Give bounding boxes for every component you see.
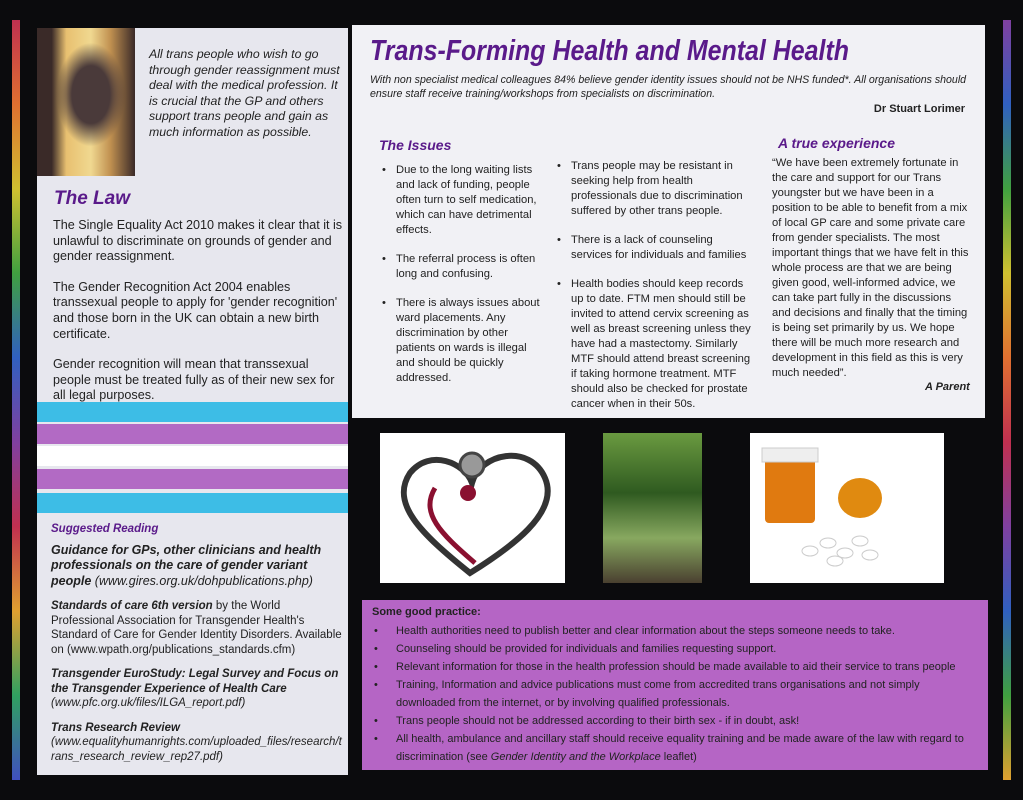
experience-heading: A true experience [778,135,895,151]
stethoscope-heart-image [380,433,565,583]
suggested-reading [51,522,343,774]
list-item: • There is always issues about ward placements. Any discrimination by other patients on wards is illegal and should be quickly addressed. [380,296,545,386]
law-paragraph: The Gender Recognition Act 2004 enables transsexual people to apply for 'gender recognition' and those born in the UK can obtain a new birth certificate. [53,279,338,341]
list-item: • Counseling should be provided for individuals and families requesting support. [372,640,978,658]
forest-path-image [603,433,702,583]
main-panel [352,25,985,418]
item-text: leaflet) [660,751,697,763]
reading-item [51,599,343,657]
leaflet-title: Gender Identity and the Workplace [490,751,661,763]
reading-item [51,721,343,765]
issues-list [380,163,545,400]
author: Dr Stuart Lorimer [873,103,965,115]
rainbow-border-right [1003,20,1011,780]
law-paragraph: Gender recognition will mean that transsexual people must be treated fully as of their new sex for all legal purposes. [53,357,335,403]
reading-title: Transgender EuroStudy: Legal Survey and Focus on the Transgender Experience of Health Care [51,668,339,695]
subtitle: With non specialist medical colleagues 84% believe gender identity issues should not be NHS funded*. All organisations should ensure staff receive training/workshops from specialists on discrimination. [370,74,967,100]
silhouette-photo [37,28,135,176]
law-heading: The Law [54,188,131,209]
flag-stripe [37,402,348,422]
flag-stripe [37,446,348,466]
reading-url: (www.gires.org.uk/dohpublications.php) [94,573,313,588]
reading-title: Standards of care 6th version [51,600,213,612]
list-item: • Health authorities need to publish better and clear information about the steps someone needs to take. [372,622,978,640]
reading-url: (www.equalityhumanrights.com/uploaded_files/research/trans_research_review_rep27.pdf) [51,736,342,763]
list-item [372,730,978,766]
page-title: Trans-Forming Health and Mental Health [370,35,850,67]
law-text [53,218,343,419]
list-item: • Relevant information for those in the health profession should be made available to aid their service to trans people [372,658,978,676]
list-item: • Trans people should not be addressed according to their birth sex - if in doubt, ask! [372,712,978,730]
list-item: • Due to the long waiting lists and lack of funding, people often turn to self medication, which can have detrimental effects. [380,163,545,238]
good-practice-box [362,600,988,770]
list-item: • Health bodies should keep records up to date. FTM men should still be invited to attend cervix screening as well as breast screening unless they have had a mastectomy. Similarly MTF should attend breast screening if taking hormone treatment. MTF should also be checked for prostate cancer when in their 50s. [555,277,755,412]
intro-text: All trans people who wish to go through gender reassignment must deal with the medical profession. It is crucial that the GP and others support trans people and gain as much information as possible. [149,47,340,139]
pills-image [750,433,944,583]
left-panel [37,28,348,775]
parent-quote: “We have been extremely fortunate in the care and support for our Trans youngster but we have been in a position to be able to benefit from a mix of local GP care and some private care from gender specialists. The most important things that we have felt in this whole process are that we are being given good, well-informed advice, we can take part fully in the discussions and decisions and finally that the timing is being set primarily by us. We hope there will be much more research and development in this field as this is very much needed”. [772,157,969,379]
reading-desc: by the World Professional Association for Transgender Health's Standard of Care for Gender Identity Disorders. Available on (www.wpath.org/publications_standards.cfm) [51,600,342,656]
list-item: • The referral process is often long and confusing. [380,252,545,282]
reading-heading: Suggested Reading [51,523,159,535]
item-text: All health, ambulance and ancillary staff should receive equality training and be made aware of the law with regard to discrimination (see [396,733,964,763]
reading-url: (www.pfc.org.uk/files/ILGA_report.pdf) [51,697,246,709]
reading-item [51,543,343,590]
reading-item [51,667,343,711]
reading-title: Guidance for GPs, other clinicians and health professionals on the care of gender variant people [51,542,322,588]
rainbow-border-left [12,20,20,780]
flag-stripe [37,469,348,489]
issues-list [555,159,755,426]
flag-stripe [37,493,348,513]
quote-source: A Parent [925,381,970,393]
list-item: • Trans people may be resistant in seeking help from health professionals due to discrimination suffered by other trans people. [555,159,755,219]
law-paragraph: The Single Equality Act 2010 makes it clear that it is unlawful to discriminate on grounds of gender and gender reassignment. [53,218,343,264]
flag-stripe [37,424,348,444]
list-item: • There is a lack of counseling services for individuals and families [555,233,755,263]
reading-title: Trans Research Review [51,721,180,734]
good-practice-list [372,622,978,766]
good-practice-heading: Some good practice: [372,606,481,618]
issues-heading: The Issues [379,137,452,153]
list-item: • Training, Information and advice publications must come from accredited trans organisations and not simply downloaded from the internet, or by involving qualified professionals. [372,676,978,712]
